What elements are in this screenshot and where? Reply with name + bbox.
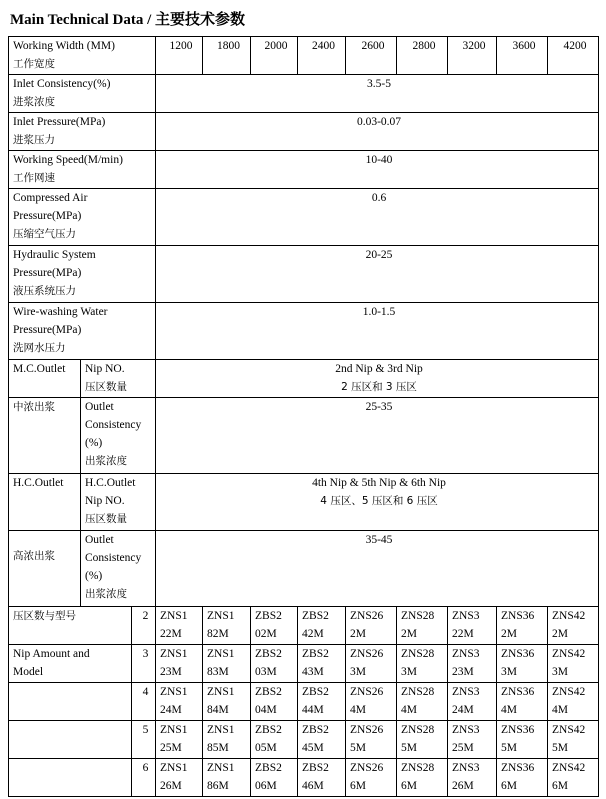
- model-cell: ZNS1 82M: [203, 607, 251, 645]
- model-cell: ZBS2 42M: [298, 607, 346, 645]
- model-label-empty: [9, 721, 132, 759]
- model-cell: ZBS2 05M: [251, 721, 298, 759]
- width-label: Working Width (MM) 工作宽度: [9, 37, 156, 75]
- model-cell: ZNS42 4M: [548, 683, 599, 721]
- param-row: [9, 189, 599, 246]
- model-label-empty: [9, 683, 132, 721]
- param-label: Inlet Pressure(MPa) 进浆压力: [9, 113, 156, 151]
- model-cell: ZNS36 6M: [497, 759, 548, 797]
- param-row: [9, 246, 599, 303]
- model-cell: ZBS2 04M: [251, 683, 298, 721]
- param-value: 1.0-1.5: [156, 303, 599, 360]
- model-nip: 4: [132, 683, 156, 721]
- model-cell: ZNS42 6M: [548, 759, 599, 797]
- param-label: Hydraulic System Pressure(MPa) 液压系统压力: [9, 246, 156, 303]
- hc-cons-value: 35-45: [156, 531, 599, 607]
- model-cell: ZNS3 26M: [448, 759, 497, 797]
- model-row: [9, 683, 599, 721]
- mc-nip-row: [9, 360, 599, 398]
- model-cell: ZNS36 4M: [497, 683, 548, 721]
- param-label: Compressed Air Pressure(MPa) 压缩空气压力: [9, 189, 156, 246]
- title-en: Main Technical Data /: [10, 12, 152, 28]
- model-cell: ZNS1 86M: [203, 759, 251, 797]
- param-row: [9, 303, 599, 360]
- model-cell: ZBS2 46M: [298, 759, 346, 797]
- width-value: 3600: [497, 37, 548, 75]
- model-cell: ZNS36 5M: [497, 721, 548, 759]
- model-cell: ZNS1 25M: [156, 721, 203, 759]
- model-cell: ZNS28 5M: [397, 721, 448, 759]
- hc-cons-row: [9, 531, 599, 607]
- model-cell: ZNS42 3M: [548, 645, 599, 683]
- model-cell: ZNS1 26M: [156, 759, 203, 797]
- model-cell: ZNS36 3M: [497, 645, 548, 683]
- model-nip: 2: [132, 607, 156, 645]
- model-cell: ZBS2 06M: [251, 759, 298, 797]
- model-cell: ZBS2 02M: [251, 607, 298, 645]
- model-cell: ZNS26 5M: [346, 721, 397, 759]
- model-cell: ZBS2 03M: [251, 645, 298, 683]
- model-cell: ZNS3 22M: [448, 607, 497, 645]
- param-label: Working Speed(M/min) 工作网速: [9, 151, 156, 189]
- width-value: 2600: [346, 37, 397, 75]
- param-row: [9, 75, 599, 113]
- hc-nip-row: [9, 474, 599, 531]
- model-cell: ZNS26 6M: [346, 759, 397, 797]
- model-row: [9, 721, 599, 759]
- param-label: Inlet Consistency(%) 进浆浓度: [9, 75, 156, 113]
- mc-nip-value: 2nd Nip & 3rd Nip 2 压区和 3 压区: [156, 360, 599, 398]
- model-cell: ZNS28 4M: [397, 683, 448, 721]
- title-zh: 主要技术参数: [155, 10, 246, 28]
- param-value: 10-40: [156, 151, 599, 189]
- model-cell: ZBS2 43M: [298, 645, 346, 683]
- width-row: [9, 37, 599, 75]
- model-cell: ZNS36 2M: [497, 607, 548, 645]
- width-value: 1200: [156, 37, 203, 75]
- width-value: 1800: [203, 37, 251, 75]
- model-cell: ZNS1 24M: [156, 683, 203, 721]
- width-value: 3200: [448, 37, 497, 75]
- hc-nip-value: 4th Nip & 5th Nip & 6th Nip 4 压区、5 压区和 6 压区: [156, 474, 599, 531]
- width-value: 2400: [298, 37, 346, 75]
- param-row: [9, 113, 599, 151]
- hc-cons-label: Outlet Consistency (%) 出浆浓度: [81, 531, 156, 607]
- mc-group-label: M.C.Outlet: [9, 360, 81, 398]
- model-cell: ZNS1 23M: [156, 645, 203, 683]
- model-row: [9, 607, 599, 645]
- hc-group-label: H.C.Outlet: [9, 474, 81, 531]
- model-cell: ZNS1 22M: [156, 607, 203, 645]
- model-cell: ZNS26 4M: [346, 683, 397, 721]
- model-cell: ZBS2 44M: [298, 683, 346, 721]
- model-cell: ZNS3 23M: [448, 645, 497, 683]
- model-cell: ZNS3 24M: [448, 683, 497, 721]
- model-cell: ZNS26 2M: [346, 607, 397, 645]
- technical-data-table: [8, 36, 599, 797]
- model-row: [9, 759, 599, 797]
- param-value: 3.5-5: [156, 75, 599, 113]
- page-title: [10, 8, 245, 29]
- model-cell: ZNS26 3M: [346, 645, 397, 683]
- hc-nip-label: H.C.Outlet Nip NO. 压区数量: [81, 474, 156, 531]
- model-label-en: Nip Amount and Model: [9, 645, 132, 683]
- model-cell: ZNS28 6M: [397, 759, 448, 797]
- model-cell: ZNS28 2M: [397, 607, 448, 645]
- mc-cons-label: Outlet Consistency (%) 出浆浓度: [81, 398, 156, 474]
- hc-group-zh: 高浓出浆: [9, 531, 81, 607]
- width-value: 2000: [251, 37, 298, 75]
- model-cell: ZNS42 5M: [548, 721, 599, 759]
- model-nip: 5: [132, 721, 156, 759]
- mc-cons-value: 25-35: [156, 398, 599, 474]
- model-label-zh: 压区数与型号: [9, 607, 132, 645]
- model-cell: ZNS1 85M: [203, 721, 251, 759]
- param-value: 0.03-0.07: [156, 113, 599, 151]
- param-row: [9, 151, 599, 189]
- param-value: 20-25: [156, 246, 599, 303]
- model-nip: 6: [132, 759, 156, 797]
- mc-nip-label: Nip NO. 压区数量: [81, 360, 156, 398]
- model-row: [9, 645, 599, 683]
- model-cell: ZNS3 25M: [448, 721, 497, 759]
- model-cell: ZNS1 84M: [203, 683, 251, 721]
- model-nip: 3: [132, 645, 156, 683]
- model-cell: ZNS1 83M: [203, 645, 251, 683]
- width-value: 4200: [548, 37, 599, 75]
- model-cell: ZNS42 2M: [548, 607, 599, 645]
- mc-cons-row: [9, 398, 599, 474]
- model-cell: ZBS2 45M: [298, 721, 346, 759]
- width-value: 2800: [397, 37, 448, 75]
- param-value: 0.6: [156, 189, 599, 246]
- model-cell: ZNS28 3M: [397, 645, 448, 683]
- model-label-empty: [9, 759, 132, 797]
- param-label: Wire-washing Water Pressure(MPa) 洗网水压力: [9, 303, 156, 360]
- mc-group-zh: 中浓出浆: [9, 398, 81, 474]
